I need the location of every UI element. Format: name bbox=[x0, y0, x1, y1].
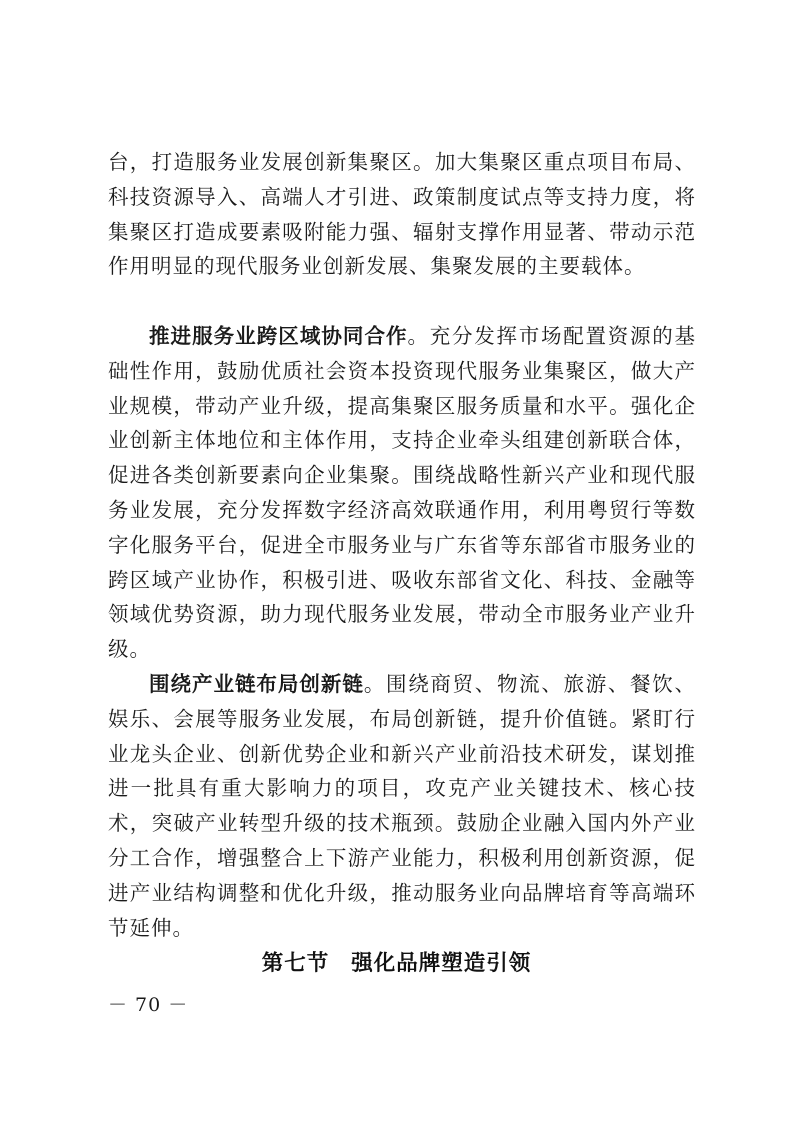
paragraph-3-lead-heading: 围绕产业链布局创新链 bbox=[149, 672, 364, 696]
paragraph-2-text: 。充分发挥市场配置资源的基础性作用，鼓励优质社会资本投资现代服务业集聚区，做大产业规模，带动产业升级，提高集聚区服务质量和水平。强化企业创新主体地位和主体作用，支持企业牵头组建创新联合体，促进各类创新要素向企业集聚。围绕战略性新兴产业和现代服务业发展，充分发挥数字经济高效联通作用，利用粤贸行等数字化服务平台，促进全市服务业与广东省等东部省市服务业的跨区域产业协作，积极引进、吸收东部省文化、科技、金融等领域优势资源，助力现代服务业发展，带动全市服务业产业升级。 bbox=[108, 324, 696, 662]
paragraph-2-lead-heading: 推进服务业跨区域协同合作 bbox=[149, 324, 408, 348]
paragraph-3 bbox=[108, 667, 696, 945]
section-title: 强化品牌塑造引领 bbox=[351, 951, 532, 976]
paragraph-2 bbox=[108, 319, 696, 667]
section-heading bbox=[0, 946, 793, 977]
section-number: 第七节 bbox=[261, 951, 330, 976]
page-number: － 70 － bbox=[108, 994, 189, 1016]
paragraph-3-text: 。围绕商贸、物流、旅游、餐饮、娱乐、会展等服务业发展，布局创新链，提升价值链。紧盯行业龙头企业、创新优势企业和新兴产业前沿技术研发，谋划推进一批具有重大影响力的项目，攻克产业关键技术、核心技术，突破产业转型升级的技术瓶颈。鼓励企业融入国内外产业分工合作，增强整合上下游产业能力，积极利用创新资源，促进产业结构调整和优化升级，推动服务业向品牌培育等高端环节延伸。 bbox=[108, 672, 696, 940]
paragraph-1 bbox=[108, 145, 696, 284]
paragraph-1-text: 台，打造服务业发展创新集聚区。加大集聚区重点项目布局、科技资源导入、高端人才引进、政策制度试点等支持力度，将集聚区打造成要素吸附能力强、辐射支撑作用显著、带动示范作用明显的现代服务业创新发展、集聚发展的主要载体。 bbox=[108, 150, 696, 279]
